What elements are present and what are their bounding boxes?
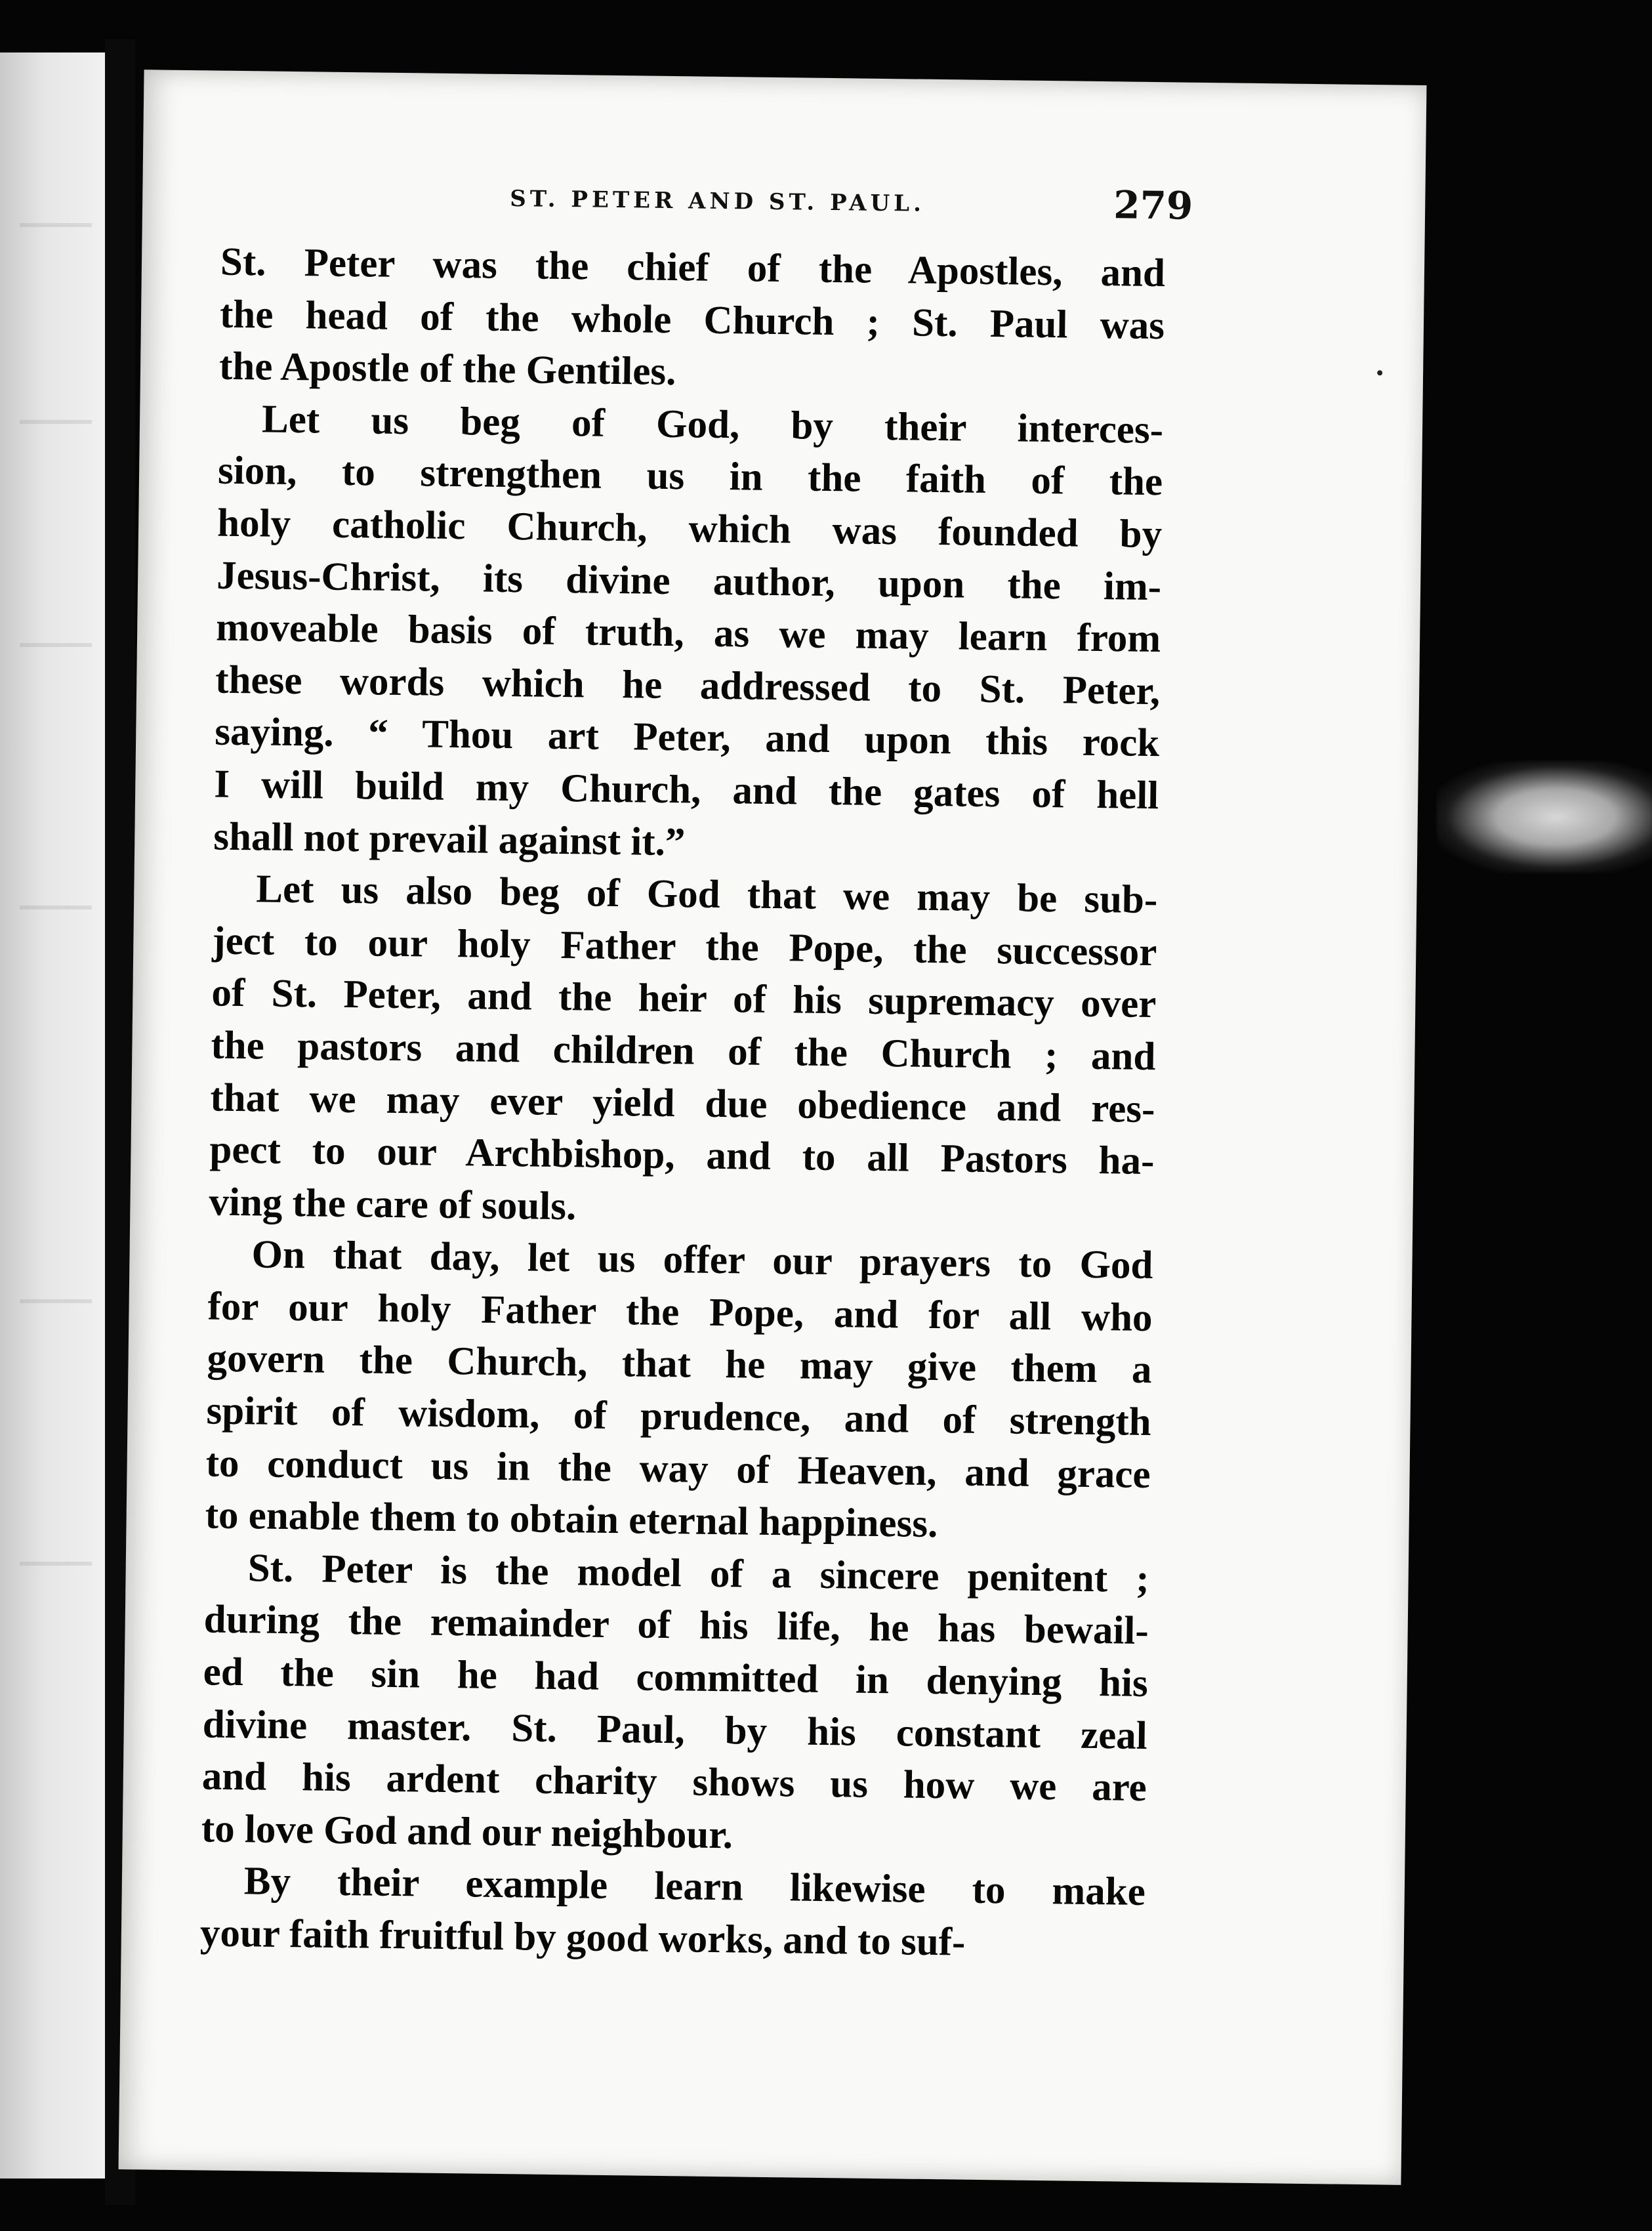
body-text (199, 236, 1165, 1971)
previous-page-edge (0, 52, 112, 2179)
text-line: spirit of wisdom, of prudence, and of strength (206, 1388, 1151, 1445)
text-line: On that day, let us offer our prayers to God (251, 1232, 1153, 1288)
text-line: govern the Church, that he may give them a (207, 1336, 1152, 1392)
text-line: these words which he addressed to St. Peter, (215, 657, 1161, 713)
text-line: By their example learn likewise to make (243, 1859, 1146, 1915)
text-line: saying. “ Thou art Peter, and upon this rock (214, 709, 1160, 766)
ink-speck (1377, 370, 1382, 375)
paragraph (219, 236, 1166, 404)
text-line: Jesus-Christ, its divine author, upon the im- (216, 553, 1162, 609)
text-line: to conduct us in the way of Heaven, and grace (205, 1441, 1151, 1497)
text-line: the pastors and children of the Church ; and (211, 1023, 1156, 1079)
text-line: ving the care of souls. (209, 1180, 577, 1229)
text-line: St. Peter was the chief of the Apostles, and (220, 240, 1166, 296)
paragraph (201, 1541, 1149, 1866)
text-line: Let us also beg of God that we may be sub- (255, 867, 1158, 923)
text-line: moveable basis of truth, as we may learn from (215, 605, 1161, 661)
text-line: that we may ever yield due obedience and res- (210, 1075, 1155, 1131)
page-header (142, 168, 1426, 243)
paragraph (213, 392, 1164, 874)
text-line: St. Peter is the model of a sincere penitent ; (247, 1546, 1150, 1601)
text-line: during the remainder of his life, he has bewail- (203, 1597, 1149, 1654)
text-line: ed the sin he had committed in denying his (203, 1650, 1149, 1706)
text-line: to love God and our neighbour. (201, 1806, 733, 1858)
text-line: Let us beg of God, by their interces- (261, 397, 1164, 452)
text-line: divine master. St. Paul, by his constant zeal (202, 1702, 1148, 1758)
text-line: ject to our holy Father the Pope, the successor (211, 919, 1157, 974)
text-line: the head of the whole Church ; St. Paul was (219, 292, 1165, 348)
paragraph (199, 1855, 1146, 1971)
text-line: and his ardent charity shows us how we are (201, 1754, 1147, 1810)
text-line: shall not prevail against it.” (213, 814, 686, 864)
text-line: of St. Peter, and the heir of his supremacy over (211, 970, 1157, 1027)
book-page (119, 70, 1427, 2185)
text-line: your faith fruitful by good works, and to suf- (199, 1911, 966, 1965)
running-head: ST. PETER AND ST. PAUL. (510, 186, 926, 217)
text-line: the Apostle of the Gentiles. (218, 344, 676, 394)
text-line: for our holy Father the Pope, and for all who (207, 1284, 1153, 1340)
text-line: to enable them to obtain eternal happiness. (205, 1493, 938, 1547)
text-line: holy catholic Church, which was founded by (217, 501, 1163, 557)
text-line: pect to our Archbishop, and to all Pastors ha- (209, 1127, 1155, 1184)
paragraph (209, 863, 1158, 1240)
scan-artifact (1437, 761, 1652, 873)
text-line: I will build my Church, and the gates of hell (213, 762, 1159, 818)
page-number: 279 (1113, 182, 1193, 228)
text-line: sion, to strengthen us in the faith of the (217, 448, 1163, 505)
paragraph (205, 1228, 1153, 1553)
